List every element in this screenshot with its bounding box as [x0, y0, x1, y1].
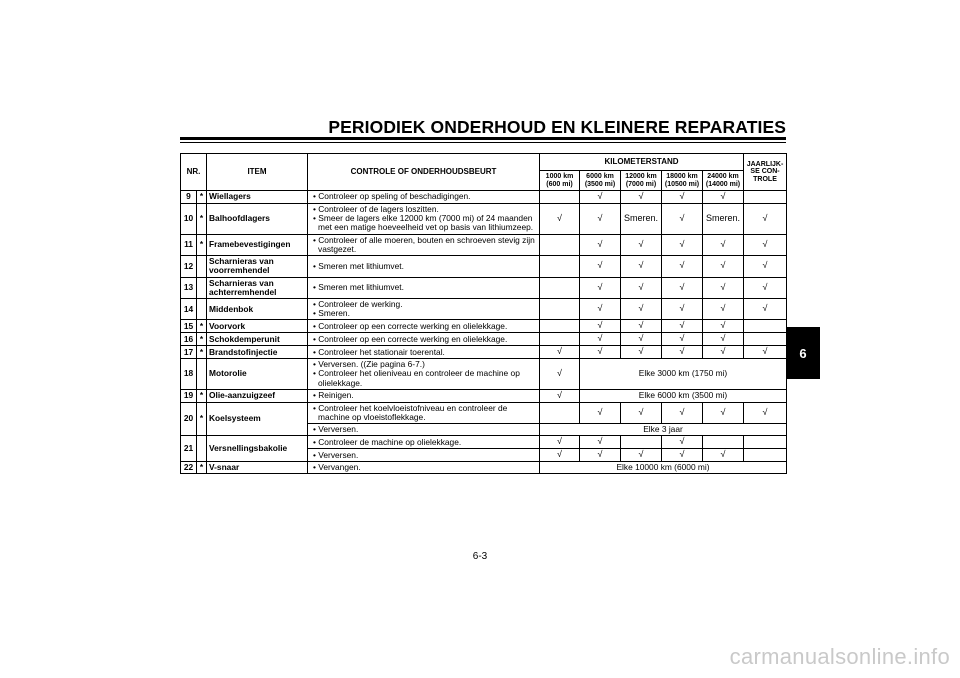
control-line: • Verversen.: [313, 449, 359, 460]
interval-mi: (7000 mi): [625, 180, 657, 188]
check-mark: √: [580, 234, 621, 255]
control-text: [308, 424, 540, 436]
check-mark: √: [703, 191, 744, 204]
dealer-star: *: [197, 389, 207, 402]
item-name: Voorvork: [207, 320, 308, 333]
interval-mi: (10500 mi): [664, 180, 700, 188]
check-mark: √: [744, 234, 787, 255]
interval-km: 18000 km: [666, 173, 698, 181]
check-mark: √: [662, 449, 703, 462]
header-interval: [621, 171, 662, 191]
header-interval: [540, 171, 580, 191]
control-text: [308, 389, 540, 402]
control-line: • Controleer het stationair toerental.: [313, 346, 445, 357]
control-line: • Smeren met lithiumvet.: [313, 282, 404, 293]
control-line: • Smeren met lithiumvet.: [313, 260, 404, 271]
item-name: Koelsysteem: [207, 402, 308, 436]
check-mark: √: [540, 359, 580, 390]
check-mark: √: [621, 234, 662, 255]
row-number: 19: [181, 389, 197, 402]
control-line: • Controleer of alle moeren, bouten en schroeven stevig zijn vastgezet.: [313, 234, 535, 254]
header-interval: [662, 171, 703, 191]
item-name: Brandstofinjectie: [207, 346, 308, 359]
check-mark: √: [744, 256, 787, 277]
table-row: [181, 346, 787, 359]
row-number: 13: [181, 277, 197, 298]
header-kilometerstand: KILOMETERSTAND: [540, 154, 744, 171]
item-name: Wiellagers: [207, 191, 308, 204]
check-mark: √: [662, 402, 703, 423]
control-line: • Controleer op een correcte werking en olielekkage.: [313, 320, 508, 331]
title-rule-thin: [180, 142, 786, 143]
check-mark: √: [621, 449, 662, 462]
check-mark: [744, 191, 787, 204]
table-row: [181, 277, 787, 298]
check-mark: √: [580, 277, 621, 298]
check-mark: √: [621, 277, 662, 298]
check-mark: [703, 436, 744, 449]
item-name: Balhoofdlagers: [207, 203, 308, 234]
check-mark: √: [540, 389, 580, 402]
check-mark: √: [580, 436, 621, 449]
check-mark: √: [621, 346, 662, 359]
control-line: • Smeren.: [313, 308, 350, 319]
item-name: V-snaar: [207, 462, 308, 474]
check-mark: √: [703, 449, 744, 462]
table-row: [181, 333, 787, 346]
control-text: [308, 462, 540, 474]
interval-note: Elke 3000 km (1750 mi): [580, 359, 787, 390]
check-mark: √: [621, 299, 662, 320]
check-mark: √: [580, 191, 621, 204]
watermark: carmanualsonline.info: [729, 644, 950, 669]
dealer-star: [197, 277, 207, 298]
check-mark: √: [662, 320, 703, 333]
check-mark: √: [662, 277, 703, 298]
row-number: 10: [181, 203, 197, 234]
dealer-star: *: [197, 234, 207, 255]
dealer-star: *: [197, 203, 207, 234]
table-row: [181, 299, 787, 320]
check-mark: √: [744, 203, 787, 234]
control-line: • Controleer de machine op olielekkage.: [313, 436, 462, 447]
item-name: Versnellingsbakolie: [207, 436, 308, 462]
header-yearly: JAARLIJK-SE CON-TROLE: [744, 154, 787, 191]
check-mark: [540, 299, 580, 320]
check-mark: √: [580, 299, 621, 320]
check-mark: Smeren.: [621, 203, 662, 234]
table-row: [181, 256, 787, 277]
interval-mi: (600 mi): [546, 180, 573, 188]
table-row: [181, 462, 787, 474]
header-interval: [580, 171, 621, 191]
row-number: 22: [181, 462, 197, 474]
item-name: Olie-aanzuigzeef: [207, 389, 308, 402]
check-mark: √: [580, 320, 621, 333]
control-text: [308, 359, 540, 390]
table-row: [181, 191, 787, 204]
control-text: [308, 256, 540, 277]
header-control: CONTROLE OF ONDERHOUDSBEURT: [308, 154, 540, 191]
control-line: • Controleer op een correcte werking en olielekkage.: [313, 333, 508, 344]
item-name: Framebevestigingen: [207, 234, 308, 255]
check-mark: √: [580, 402, 621, 423]
row-number: 17: [181, 346, 197, 359]
dealer-star: *: [197, 462, 207, 474]
control-line: • Verversen.: [313, 424, 359, 435]
check-mark: √: [703, 346, 744, 359]
control-text: [308, 234, 540, 255]
check-mark: √: [621, 191, 662, 204]
row-number: 12: [181, 256, 197, 277]
interval-note: Elke 6000 km (3500 mi): [580, 389, 787, 402]
item-name: Motorolie: [207, 359, 308, 390]
table-row: [181, 203, 787, 234]
row-number: 16: [181, 333, 197, 346]
check-mark: √: [662, 299, 703, 320]
check-mark: √: [662, 333, 703, 346]
table-row: [181, 436, 787, 449]
control-text: [308, 299, 540, 320]
control-line: • Controleer het koelvloeistofniveau en controleer de machine op vloeistoflekkage.: [313, 402, 508, 422]
check-mark: [540, 234, 580, 255]
check-mark: [744, 320, 787, 333]
interval-km: 24000 km: [707, 173, 739, 181]
control-line: • Controleer of de lagers loszitten.: [313, 203, 439, 214]
row-number: 14: [181, 299, 197, 320]
control-text: [308, 320, 540, 333]
check-mark: √: [662, 203, 703, 234]
interval-km: 12000 km: [625, 173, 657, 181]
control-text: [308, 277, 540, 298]
title-rule-thick: [180, 137, 786, 140]
table-row: [181, 402, 787, 423]
maintenance-table: [180, 153, 787, 474]
interval-km: 6000 km: [586, 173, 614, 181]
control-text: [308, 203, 540, 234]
check-mark: √: [703, 277, 744, 298]
item-name: Scharnieras van achterremhendel: [207, 277, 308, 298]
control-line: • Vervangen.: [313, 462, 361, 473]
check-mark: √: [662, 436, 703, 449]
check-mark: √: [540, 203, 580, 234]
check-mark: √: [744, 277, 787, 298]
check-mark: √: [540, 436, 580, 449]
control-text: [308, 346, 540, 359]
check-mark: Smeren.: [703, 203, 744, 234]
check-mark: √: [662, 234, 703, 255]
control-text: [308, 402, 540, 423]
check-mark: √: [580, 256, 621, 277]
control-text: [308, 191, 540, 204]
dealer-star: [197, 256, 207, 277]
control-line: • Controleer het olieniveau en controleer de machine op olielekkage.: [313, 368, 520, 388]
check-mark: √: [703, 256, 744, 277]
dealer-star: *: [197, 320, 207, 333]
check-mark: √: [703, 320, 744, 333]
check-mark: √: [662, 191, 703, 204]
interval-note: Elke 10000 km (6000 mi): [540, 462, 787, 474]
check-mark: √: [703, 402, 744, 423]
check-mark: √: [703, 299, 744, 320]
check-mark: [540, 256, 580, 277]
check-mark: √: [540, 449, 580, 462]
check-mark: [744, 449, 787, 462]
check-mark: √: [621, 402, 662, 423]
check-mark: √: [744, 299, 787, 320]
check-mark: √: [662, 346, 703, 359]
header-item: ITEM: [207, 154, 308, 191]
check-mark: √: [580, 203, 621, 234]
check-mark: [744, 436, 787, 449]
check-mark: [540, 333, 580, 346]
row-number: 15: [181, 320, 197, 333]
dealer-star: [197, 299, 207, 320]
row-number: 11: [181, 234, 197, 255]
check-mark: [744, 333, 787, 346]
check-mark: √: [621, 256, 662, 277]
dealer-star: *: [197, 402, 207, 436]
row-number: 21: [181, 436, 197, 462]
item-name: Schokdemperunit: [207, 333, 308, 346]
header-nr: NR.: [181, 154, 207, 191]
check-mark: √: [662, 256, 703, 277]
interval-mi: (14000 mi): [705, 180, 741, 188]
control-text: [308, 333, 540, 346]
interval-mi: (3500 mi): [584, 180, 616, 188]
interval-note: Elke 3 jaar: [540, 424, 787, 436]
interval-km: 1000 km: [545, 173, 574, 181]
chapter-tab[interactable]: 6: [786, 327, 820, 379]
check-mark: [621, 436, 662, 449]
check-mark: √: [540, 346, 580, 359]
check-mark: [540, 277, 580, 298]
table-row: [181, 320, 787, 333]
check-mark: √: [744, 346, 787, 359]
check-mark: [540, 191, 580, 204]
row-number: 20: [181, 402, 197, 436]
control-text: [308, 436, 540, 449]
check-mark: √: [621, 320, 662, 333]
dealer-star: *: [197, 333, 207, 346]
item-name: Scharnieras van voorremhendel: [207, 256, 308, 277]
table-row: [181, 359, 787, 390]
check-mark: √: [580, 346, 621, 359]
check-mark: [540, 402, 580, 423]
row-number: 9: [181, 191, 197, 204]
control-line: • Verversen. ((Zie pagina 6-7.): [313, 359, 425, 370]
page-title: PERIODIEK ONDERHOUD EN KLEINERE REPARATIES: [328, 117, 786, 137]
table-row: [181, 389, 787, 402]
header-interval: [703, 171, 744, 191]
dealer-star: *: [197, 346, 207, 359]
page-number: 6-3: [472, 551, 488, 562]
item-name: Middenbok: [207, 299, 308, 320]
row-number: 18: [181, 359, 197, 390]
check-mark: √: [580, 449, 621, 462]
check-mark: √: [621, 333, 662, 346]
dealer-star: *: [197, 191, 207, 204]
control-line: • Controleer de werking.: [313, 299, 403, 309]
control-line: • Controleer op speling of beschadigingen.: [313, 191, 471, 202]
dealer-star: [197, 359, 207, 390]
check-mark: √: [744, 402, 787, 423]
check-mark: √: [703, 333, 744, 346]
check-mark: [540, 320, 580, 333]
table-row: [181, 234, 787, 255]
dealer-star: [197, 436, 207, 462]
control-line: • Reinigen.: [313, 390, 354, 401]
control-text: [308, 449, 540, 462]
check-mark: √: [703, 234, 744, 255]
control-line: • Smeer de lagers elke 12000 km (7000 mi) of 24 maanden met een matige hoeveelheid vet op basis van lithiumzeep.: [313, 213, 534, 233]
check-mark: √: [580, 333, 621, 346]
